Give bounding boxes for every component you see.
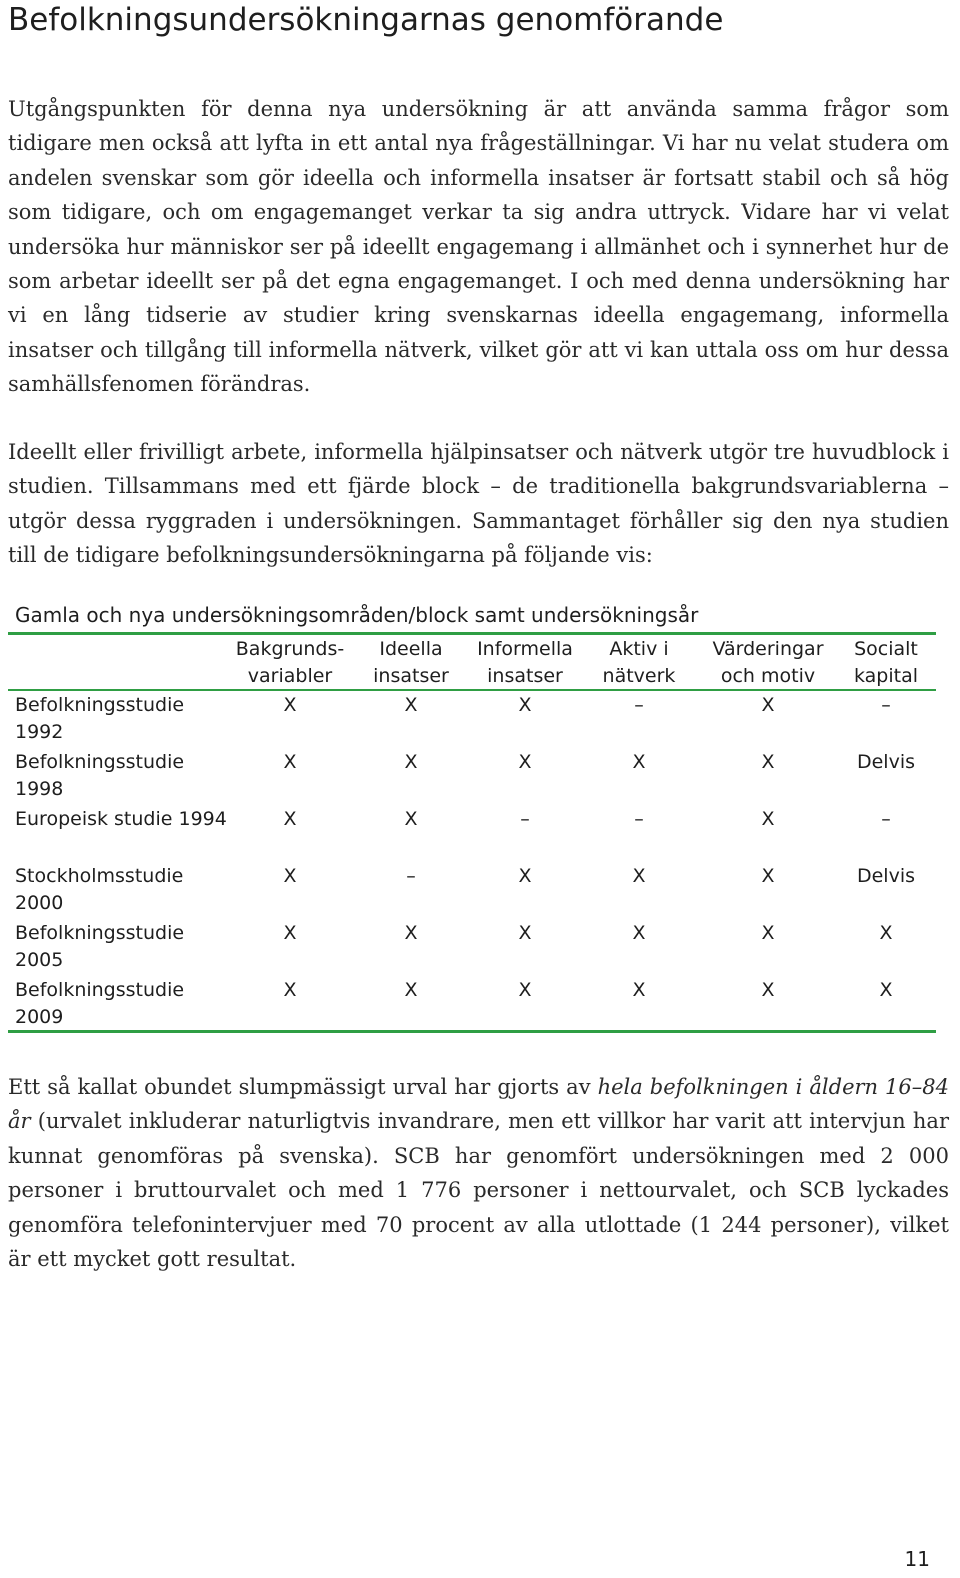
table-cell: X xyxy=(761,979,775,1001)
table-cell: X xyxy=(518,751,532,773)
header-cell xyxy=(472,636,578,692)
header-line-1: Socialt xyxy=(854,638,918,660)
table-cell: X xyxy=(761,922,775,944)
table-top-rule xyxy=(8,632,936,635)
header-cell-study xyxy=(8,636,230,692)
table-cell: X xyxy=(632,979,646,1001)
table-cell: – xyxy=(881,808,891,830)
table-cell: X xyxy=(761,751,775,773)
table-header-row xyxy=(8,636,936,692)
table-cell: X xyxy=(518,922,532,944)
header-line-2: kapital xyxy=(853,665,919,687)
header-line-2: insatser xyxy=(487,665,563,687)
page-title: Befolkningsundersökningarnas genomförande xyxy=(8,2,724,38)
header-line-1: Värderingar xyxy=(712,638,824,660)
header-line-2: variabler xyxy=(247,665,333,687)
table-cell: – xyxy=(520,808,530,830)
table-cell: – xyxy=(634,694,644,716)
blocks-paragraph: Ideellt eller frivilligt arbete, informella hjälpinsatser och nätverk utgör tre huvudblock i studien. Tillsammans med ett fjärde block – de traditionella bakgrundsvariablerna – utgör dessa ryggraden i undersökningen. Sammantaget förhåller sig den nya studien till de tidigare befolkningsundersökningarna på följande vis: xyxy=(8,440,949,568)
table-cell: X xyxy=(404,808,418,830)
table-cell: X xyxy=(632,865,646,887)
table-row xyxy=(8,749,936,806)
header-line-1: Informella xyxy=(477,638,573,660)
table-row xyxy=(8,977,936,1034)
table-cell: X xyxy=(283,694,297,716)
table-row xyxy=(8,806,936,863)
table-caption: Gamla och nya undersökningsområden/block samt undersökningsår xyxy=(15,603,699,627)
table-cell: – xyxy=(881,694,891,716)
page-number: 11 xyxy=(904,1547,930,1571)
table-cell: X xyxy=(283,922,297,944)
study-name-cell: Europeisk studie 1994 xyxy=(15,808,227,830)
study-name-cell: Befolkningsstudie 2009 xyxy=(15,979,185,1028)
table-cell: X xyxy=(632,922,646,944)
sample-text-start: Ett så kallat obundet slumpmässigt urval har gjorts av xyxy=(8,1075,598,1099)
header-cell xyxy=(836,636,936,692)
study-name-cell: Befolkningsstudie 1998 xyxy=(15,751,185,800)
header-cell xyxy=(350,636,472,692)
study-name-cell: Befolkningsstudie 1992 xyxy=(15,694,185,743)
table-cell: X xyxy=(518,694,532,716)
sample-population-emphasis: hela befolkningen i åldern 16–84 år xyxy=(8,1075,950,1134)
table-cell: X xyxy=(283,808,297,830)
table-cell: – xyxy=(406,865,416,887)
survey-table xyxy=(8,636,936,1034)
table-cell: Delvis xyxy=(856,751,916,773)
table-cell: X xyxy=(518,865,532,887)
table-cell: X xyxy=(404,694,418,716)
header-line-2: och motiv xyxy=(720,665,816,687)
table-cell: X xyxy=(879,922,893,944)
table-cell: X xyxy=(518,979,532,1001)
table-body xyxy=(8,692,936,1034)
table-cell: X xyxy=(404,922,418,944)
sample-paragraph xyxy=(8,1070,949,1276)
sample-text-end: (urvalet inkluderar naturligtvis invandrare, men ett villkor har varit att intervjun har kunnat genomföras på svenska). SCB har genomfört undersökningen med 2 000 personer i bruttourvalet och med 1 776 personer i nettourvalet, och SCB lyckades genomföra telefonintervjuer med 70 procent av alla utlottade (1 244 personer), vilket är ett mycket gott resultat. xyxy=(8,1109,949,1272)
table-cell: Delvis xyxy=(856,865,916,887)
table-row xyxy=(8,692,936,749)
table-cell: X xyxy=(879,979,893,1001)
table-row xyxy=(8,863,936,920)
table-cell: X xyxy=(761,694,775,716)
header-cell xyxy=(700,636,836,692)
table-cell: X xyxy=(632,751,646,773)
table-cell: – xyxy=(634,808,644,830)
table-cell: X xyxy=(404,979,418,1001)
table-cell: X xyxy=(283,865,297,887)
header-line-2: insatser xyxy=(373,665,449,687)
header-line-1: Bakgrunds- xyxy=(235,638,345,660)
header-cell xyxy=(578,636,700,692)
table-row xyxy=(8,920,936,977)
table-cell: X xyxy=(761,808,775,830)
table-cell: X xyxy=(283,979,297,1001)
header-cell xyxy=(230,636,350,692)
study-name-cell: Befolkningsstudie 2005 xyxy=(15,922,185,971)
study-name-cell: Stockholmsstudie 2000 xyxy=(15,865,184,914)
header-line-2: nätverk xyxy=(602,665,676,687)
intro-paragraph: Utgångspunkten för denna nya undersökning är att använda samma frågor som tidigare men också att lyfta in ett antal nya frågeställningar. Vi har nu velat studera om andelen svenskar som gör ideella och informella insatser är fortsatt stabil och så hög som tidigare, och om engagemanget verkar ta sig andra uttryck. Vidare har vi velat undersöka hur människor ser på ideellt engagemang i allmänhet och i synnerhet hur de som arbetar ideellt ser på det egna engagemanget. I och med denna undersökning har vi en lång tidserie av studier kring svenskarnas ideella engagemang, informella insatser och tillgång till informella nätverk, vilket gör att vi kan uttala oss om hur dessa samhällsfenomen förändras. xyxy=(8,97,949,397)
header-line-1: Ideella xyxy=(379,638,443,660)
table-cell: X xyxy=(404,751,418,773)
table-cell: X xyxy=(761,865,775,887)
table-cell: X xyxy=(283,751,297,773)
header-line-1: Aktiv i xyxy=(609,638,669,660)
